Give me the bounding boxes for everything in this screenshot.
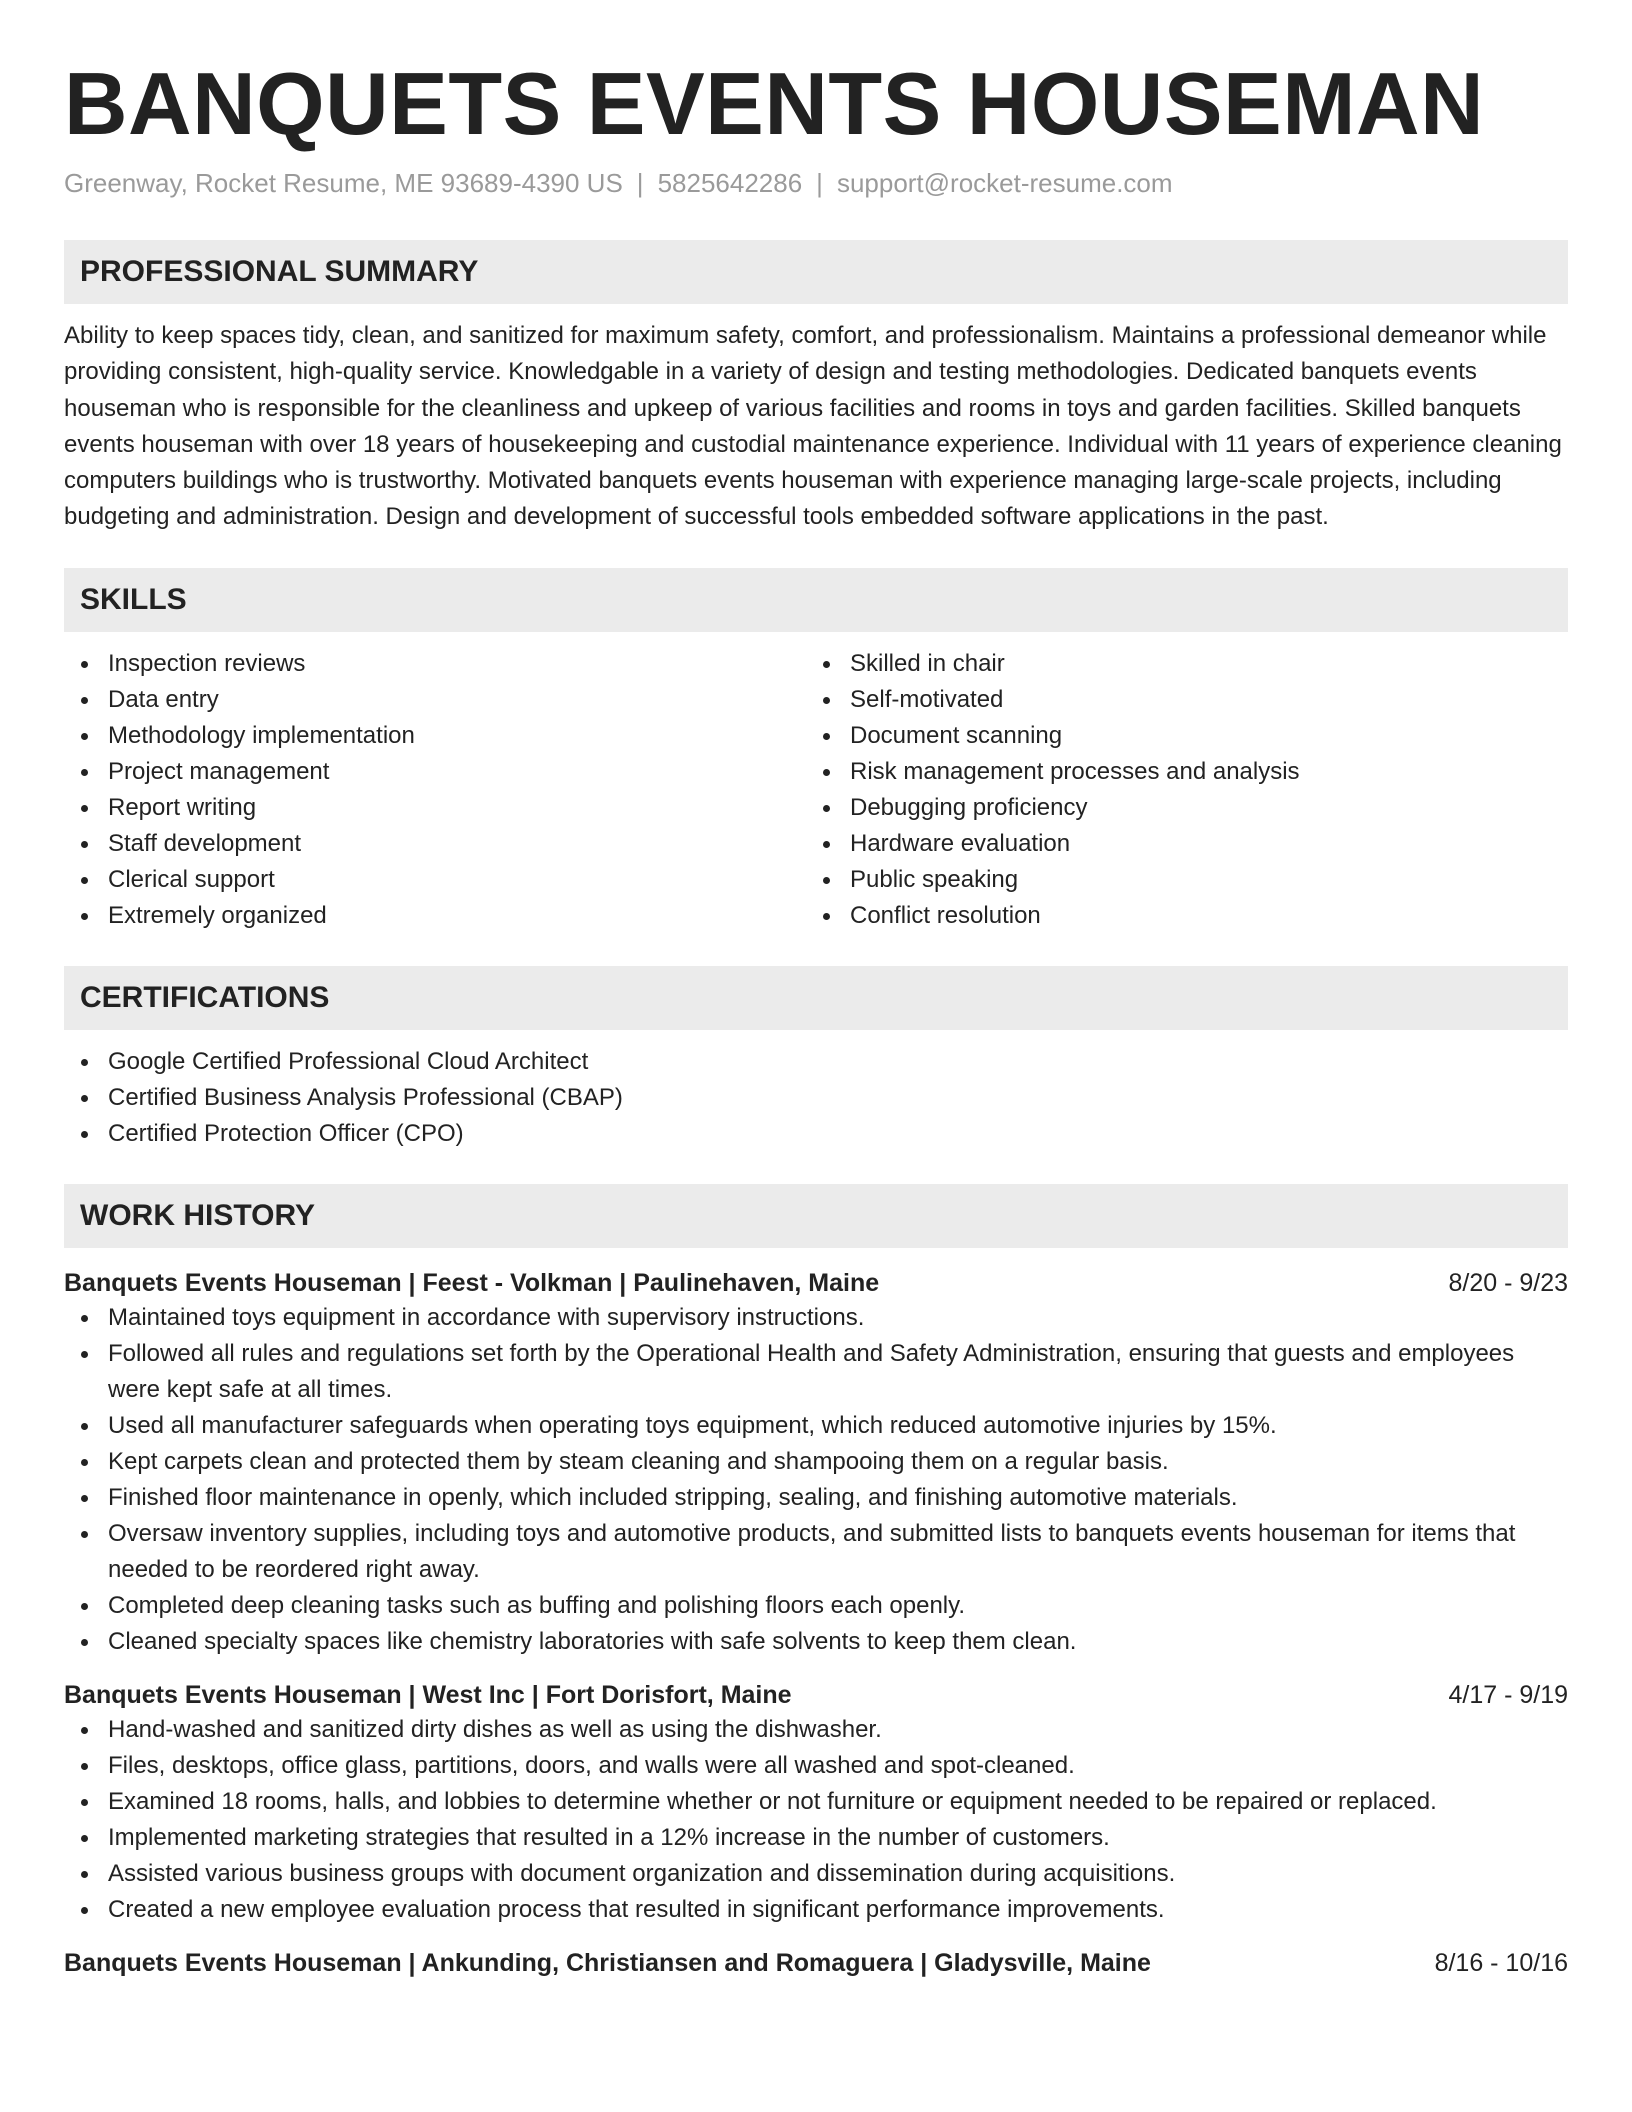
work-history-heading: WORK HISTORY: [64, 1184, 1568, 1248]
skill-item: Project management: [64, 754, 806, 790]
job-title: Banquets Events Houseman | Ankunding, Christiansen and Romaguera | Gladysville, Maine: [64, 1948, 1151, 1977]
job-dates: 8/20 - 9/23: [1448, 1268, 1568, 1297]
job-bullet: Finished floor maintenance in openly, which included stripping, sealing, and finishing automotive materials.: [64, 1480, 1568, 1516]
skill-item: Hardware evaluation: [806, 826, 1548, 862]
contact-line: [64, 166, 1568, 200]
job-bullet: Created a new employee evaluation process that resulted in significant performance improvements.: [64, 1892, 1568, 1928]
skill-item: Clerical support: [64, 862, 806, 898]
job-bullet: Cleaned specialty spaces like chemistry laboratories with safe solvents to keep them clean.: [64, 1624, 1568, 1660]
job-bullet: Oversaw inventory supplies, including toys and automotive products, and submitted lists to banquets events houseman for items that needed to be reordered right away.: [64, 1516, 1568, 1588]
contact-email: support@rocket-resume.com: [836, 168, 1173, 198]
candidate-name: BANQUETS EVENTS HOUSEMAN: [64, 54, 1485, 153]
job-bullet: Implemented marketing strategies that resulted in a 12% increase in the number of customers.: [64, 1820, 1568, 1856]
skill-item: Debugging proficiency: [806, 790, 1548, 826]
job-bullet: Assisted various business groups with document organization and dissemination during acquisitions.: [64, 1856, 1568, 1892]
certifications-heading: CERTIFICATIONS: [64, 966, 1568, 1030]
job-header: [64, 1266, 1568, 1300]
job-header: [64, 1946, 1568, 1980]
job-bullet: Maintained toys equipment in accordance with supervisory instructions.: [64, 1300, 1568, 1336]
skills-right-column: [806, 646, 1548, 934]
job-bullets: [64, 1300, 1568, 1660]
skills-grid: [64, 646, 1568, 934]
skill-item: Public speaking: [806, 862, 1548, 898]
job-bullets: [64, 1712, 1568, 1928]
skills-left-column: [64, 646, 806, 934]
certification-item: Certified Business Analysis Professional (CBAP): [64, 1080, 1568, 1116]
job-header: [64, 1678, 1568, 1712]
contact-phone: 5825642286: [657, 168, 803, 198]
contact-separator: |: [816, 168, 823, 198]
skills-heading: SKILLS: [64, 568, 1568, 632]
skill-item: Extremely organized: [64, 898, 806, 934]
job-bullet: Used all manufacturer safeguards when operating toys equipment, which reduced automotive injuries by 15%.: [64, 1408, 1568, 1444]
contact-address: Greenway, Rocket Resume, ME 93689-4390 US: [64, 168, 623, 198]
certifications-list: [64, 1044, 1568, 1152]
skill-item: Methodology implementation: [64, 718, 806, 754]
job-bullet: Hand-washed and sanitized dirty dishes as well as using the dishwasher.: [64, 1712, 1568, 1748]
skill-item: Data entry: [64, 682, 806, 718]
skill-item: Self-motivated: [806, 682, 1548, 718]
job-entry: [64, 1678, 1568, 1928]
skill-item: Document scanning: [806, 718, 1548, 754]
job-bullet: Files, desktops, office glass, partitions, doors, and walls were all washed and spot-cleaned.: [64, 1748, 1568, 1784]
job-title: Banquets Events Houseman | West Inc | Fort Dorisfort, Maine: [64, 1680, 792, 1709]
job-entry: [64, 1266, 1568, 1660]
resume-page: [64, 0, 1568, 1980]
certification-item: Certified Protection Officer (CPO): [64, 1116, 1568, 1152]
job-bullet: Kept carpets clean and protected them by steam cleaning and shampooing them on a regular basis.: [64, 1444, 1568, 1480]
job-bullet: Completed deep cleaning tasks such as buffing and polishing floors each openly.: [64, 1588, 1568, 1624]
skill-item: Conflict resolution: [806, 898, 1548, 934]
contact-separator: |: [636, 168, 644, 198]
summary-text: Ability to keep spaces tidy, clean, and sanitized for maximum safety, comfort, and professionalism. Maintains a professional demeanor while providing consistent, high-quality service. Knowledgable in a variety of design and testing methodologies. Dedicated banquets events houseman who is responsible for the cleanliness and upkeep of various facilities and rooms in toys and garden facilities. Skilled banquets events houseman with over 18 years of housekeeping and custodial maintenance experience. Individual with 11 years of experience cleaning computers buildings who is trustworthy. Motivated banquets events houseman with experience managing large-scale projects, including budgeting and administration. Design and development of successful tools embedded software applications in the past.: [64, 322, 1562, 531]
summary-heading: PROFESSIONAL SUMMARY: [64, 240, 1568, 304]
job-bullet: Followed all rules and regulations set forth by the Operational Health and Safety Administration, ensuring that guests and employees were kept safe at all times.: [64, 1336, 1568, 1408]
skill-item: Skilled in chair: [806, 646, 1548, 682]
skill-item: Inspection reviews: [64, 646, 806, 682]
skill-item: Staff development: [64, 826, 806, 862]
job-dates: 4/17 - 9/19: [1448, 1680, 1568, 1709]
job-dates: 8/16 - 10/16: [1434, 1948, 1568, 1977]
skill-item: Risk management processes and analysis: [806, 754, 1548, 790]
certification-item: Google Certified Professional Cloud Architect: [64, 1044, 1568, 1080]
job-bullet: Examined 18 rooms, halls, and lobbies to determine whether or not furniture or equipment needed to be repaired or replaced.: [64, 1784, 1568, 1820]
job-entry: [64, 1946, 1568, 1980]
skill-item: Report writing: [64, 790, 806, 826]
job-title: Banquets Events Houseman | Feest - Volkman | Paulinehaven, Maine: [64, 1268, 880, 1297]
